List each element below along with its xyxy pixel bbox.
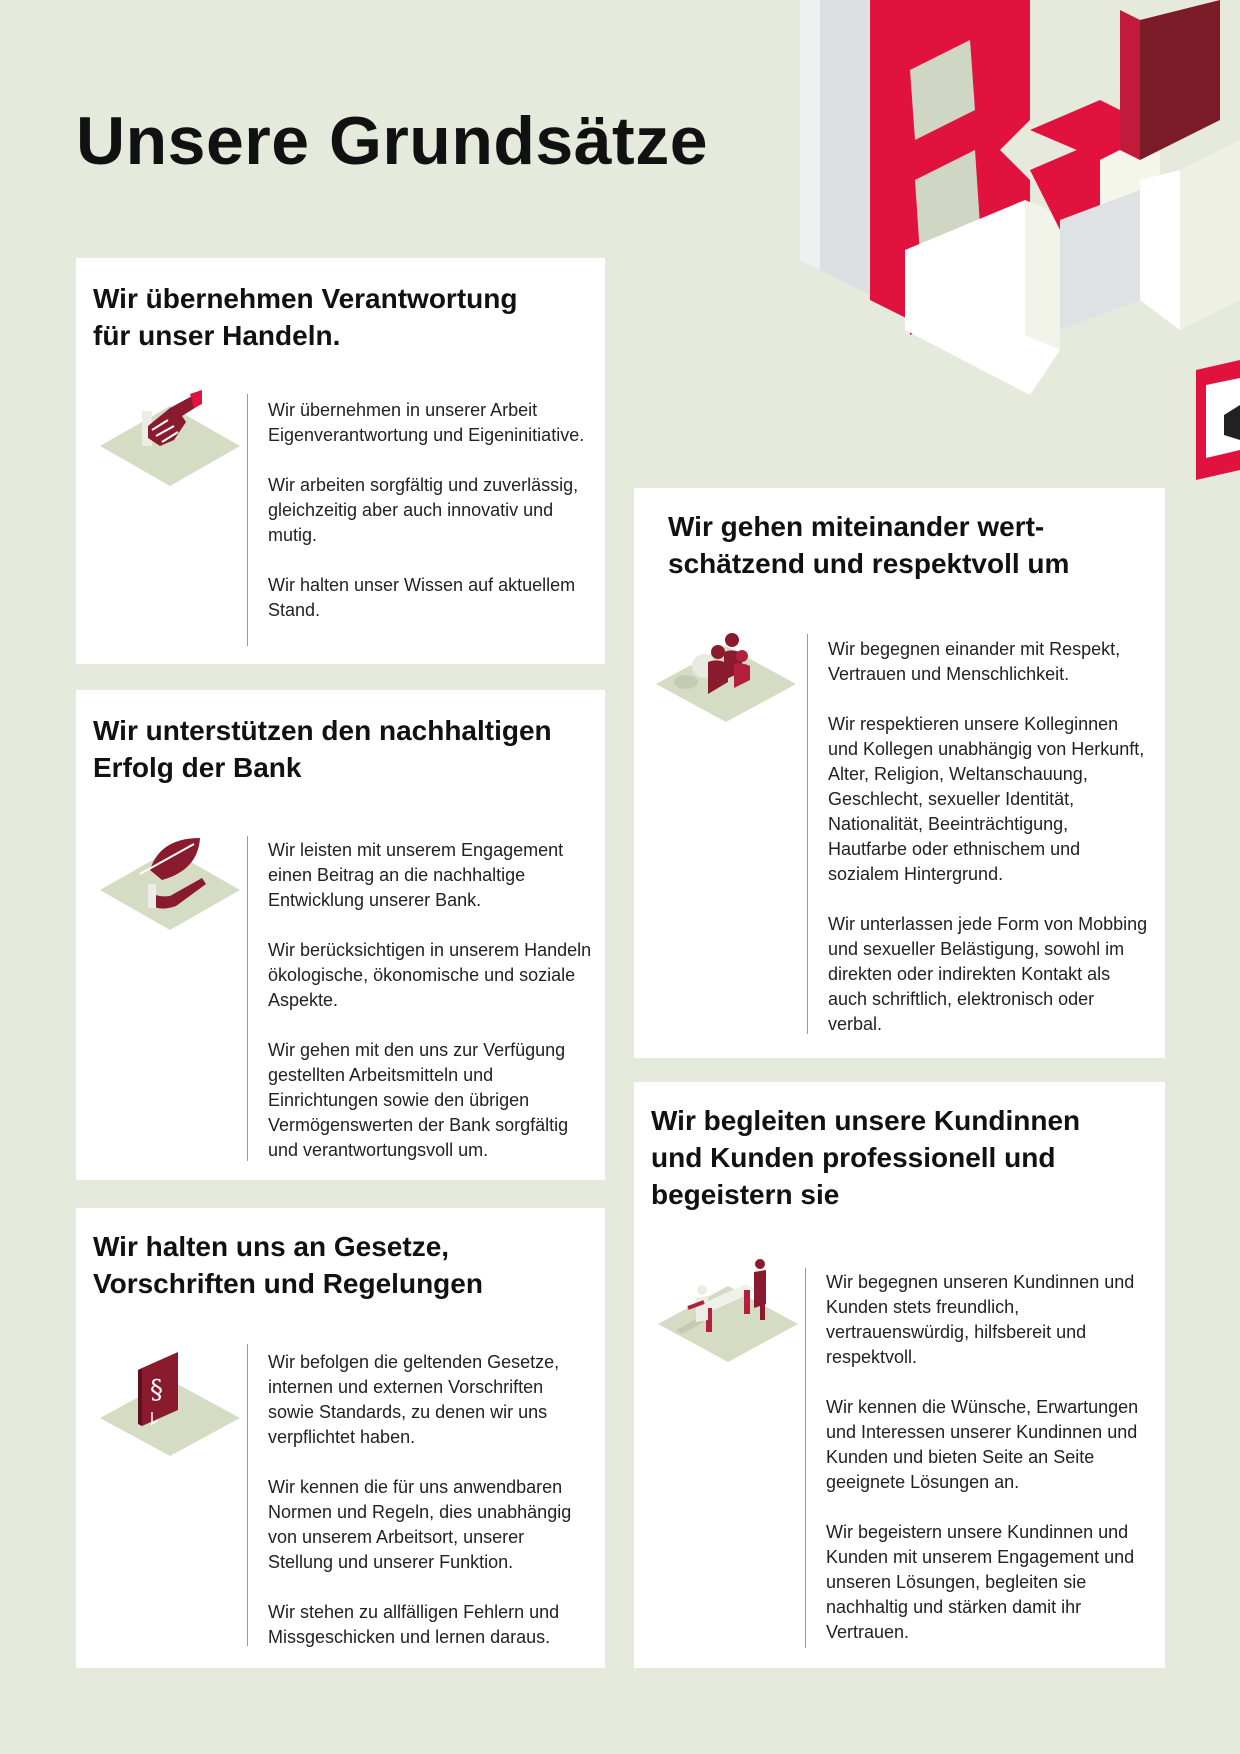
- card-paragraph: Wir gehen mit den uns zur Verfügung gestellten Arbeitsmitteln und Einrichtungen sowie den übrigen Vermögenswerten der Bank sorgfältig und verantwortungsvoll um.: [268, 1040, 569, 1160]
- card-paragraph: Wir halten unser Wissen auf aktuellem Stand.: [268, 575, 576, 620]
- decorative-3d-letters: [800, 0, 1240, 420]
- page-title: Unsere Grundsätze: [76, 103, 709, 179]
- card-paragraph: Wir arbeiten sorgfältig und zuverlässig, gleichzeitig aber auch innovativ und mutig.: [268, 475, 579, 545]
- card-body: [268, 838, 598, 1163]
- card-paragraph: Wir unterlassen jede Form von Mobbing und sexueller Belästigung, sowohl im direkten oder indirekten Kontakt als auch schriftlich, elektronisch oder verbal.: [828, 914, 1148, 1034]
- card-paragraph: Wir berücksichtigen in unserem Handeln ökologische, ökonomische und soziale Aspekte.: [268, 940, 592, 1010]
- divider-line: [807, 634, 808, 1034]
- card-paragraph: Wir begeistern unsere Kundinnen und Kunden mit unserem Engagement und unseren Lösungen, begleiten sie nachhaltig und stärken damit ihr Vertrauen.: [826, 1522, 1135, 1642]
- card-paragraph: Wir begegnen einander mit Respekt, Vertrauen und Menschlichkeit.: [828, 639, 1121, 684]
- card-body: [826, 1270, 1148, 1645]
- divider-line: [247, 836, 248, 1161]
- card-body: [268, 1350, 588, 1650]
- decorative-red-block: [1196, 360, 1240, 490]
- card-paragraph: Wir befolgen die geltenden Gesetze, internen und externen Vorschriften sowie Standards, zu denen wir uns verpflichtet haben.: [268, 1352, 560, 1447]
- card-paragraph: Wir respektieren unsere Kolleginnen und Kollegen unabhängig von Herkunft, Alter, Religion, Weltanschauung, Geschlecht, sexueller Identität, Nationalität, Beeinträchtigung, Hautfarbe oder ethnischem und sozialem Hintergrund.: [828, 714, 1145, 884]
- paragraph-sign-icon: [90, 1346, 250, 1466]
- card-heading: Wir übernehmen Verantwortung für unser Handeln.: [93, 283, 518, 351]
- card-heading: Wir begleiten unsere Kundinnen und Kunden professionell und begeistern sie: [651, 1105, 1081, 1210]
- principle-card-nachhaltigkeit: [76, 690, 605, 1180]
- divider-line: [805, 1268, 806, 1648]
- card-paragraph: Wir leisten mit unserem Engagement einen Beitrag an die nachhaltige Entwicklung unserer Bank.: [268, 840, 564, 910]
- principle-card-gesetze: [76, 1208, 605, 1668]
- meeting-table-icon: [648, 1256, 808, 1376]
- people-group-icon: [646, 622, 806, 742]
- card-paragraph: Wir kennen die für uns anwendbaren Normen und Regeln, dies unabhängig von unserem Arbeitsort, unserer Stellung und unserer Funktion.: [268, 1477, 572, 1572]
- leaf-in-hand-icon: [90, 830, 250, 950]
- card-body: [828, 637, 1148, 1037]
- principle-card-respekt: [634, 488, 1165, 1058]
- card-heading: Wir halten uns an Gesetze, Vorschriften und Regelungen: [93, 1231, 483, 1299]
- divider-line: [247, 1344, 248, 1646]
- card-body: [268, 398, 588, 623]
- card-paragraph: Wir begegnen unseren Kundinnen und Kunden stets freundlich, vertrauenswürdig, hilfsbereit und respektvoll.: [826, 1272, 1135, 1367]
- card-heading: Wir unterstützen den nachhaltigen Erfolg der Bank: [93, 715, 552, 783]
- handshake-icon: [90, 386, 250, 506]
- divider-line: [247, 394, 248, 646]
- principle-card-kunden: [634, 1082, 1165, 1668]
- card-paragraph: Wir stehen zu allfälligen Fehlern und Missgeschicken und lernen daraus.: [268, 1602, 560, 1647]
- card-paragraph: Wir übernehmen in unserer Arbeit Eigenverantwortung und Eigeninitiative.: [268, 400, 585, 445]
- svg-text:§: §: [150, 1375, 163, 1405]
- card-heading: Wir gehen miteinander wert- schätzend und respektvoll um: [668, 511, 1070, 579]
- card-paragraph: Wir kennen die Wünsche, Erwartungen und Interessen unserer Kundinnen und Kunden und bieten Seite an Seite geeignete Lösungen an.: [826, 1397, 1139, 1492]
- principle-card-verantwortung: [76, 258, 605, 664]
